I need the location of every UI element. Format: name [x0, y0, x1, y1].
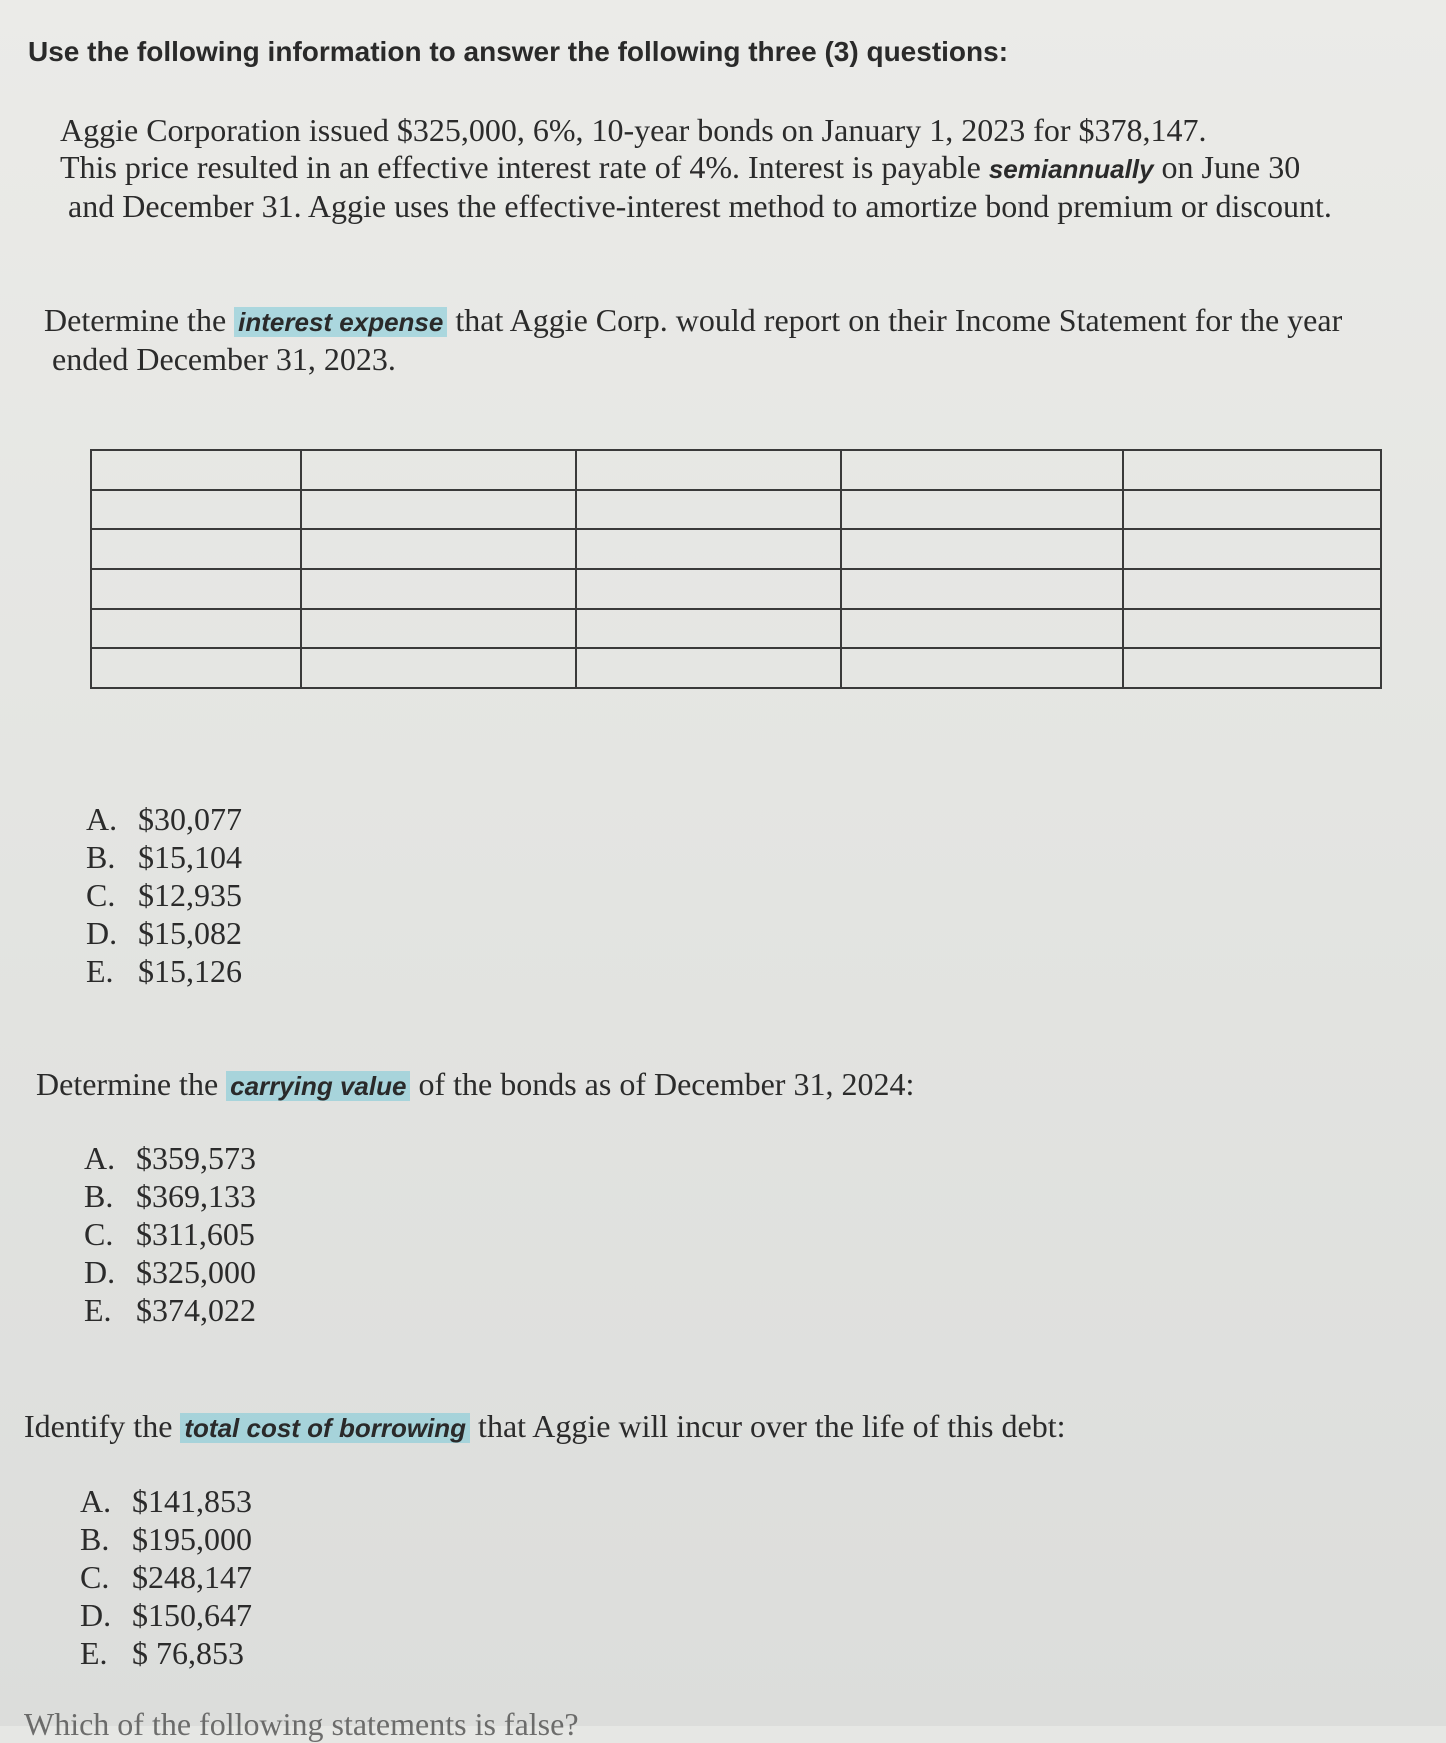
answer-choice[interactable] [86, 800, 242, 838]
table-row [91, 648, 1381, 688]
table-cell [1123, 569, 1381, 609]
choice-value: $359,573 [136, 1140, 256, 1176]
answer-choices-interest-expense [86, 800, 242, 990]
answer-choice[interactable] [84, 1177, 256, 1215]
answer-choice[interactable] [80, 1596, 252, 1634]
choice-letter: A. [84, 1140, 116, 1176]
instructions-heading: Use the following information to answer the following three (3) questions: [28, 36, 1009, 67]
choice-value: $369,133 [136, 1178, 256, 1214]
question-1-end: that Aggie Corp. would report on their Income Statement for the year [447, 302, 1343, 338]
table-cell [1123, 648, 1381, 688]
info-line-2 [60, 149, 1400, 188]
table-row [91, 609, 1381, 649]
info-line-2-start: This price resulted in an effective interest rate of 4%. Interest is payable [60, 149, 989, 185]
choice-value: $30,077 [138, 801, 242, 837]
table-cell [91, 450, 301, 490]
table-cell [301, 490, 576, 530]
interest-expense-highlight: interest expense [234, 307, 447, 337]
answer-choice[interactable] [80, 1558, 252, 1596]
answer-choice[interactable] [84, 1215, 256, 1253]
table-cell [301, 609, 576, 649]
table-cell [91, 569, 301, 609]
choice-letter: B. [80, 1521, 110, 1557]
choice-value: $15,082 [138, 915, 242, 951]
table-cell [841, 450, 1123, 490]
table-row [91, 529, 1381, 569]
choice-letter: C. [84, 1216, 114, 1252]
answer-choice[interactable] [86, 838, 242, 876]
choice-letter: E. [80, 1635, 108, 1671]
carrying-value-highlight: carrying value [226, 1071, 410, 1101]
table-cell [1123, 450, 1381, 490]
next-question-cut-off: Which of the following statements is false? [24, 1706, 579, 1742]
choice-value: $311,605 [136, 1216, 255, 1252]
choice-letter: D. [84, 1254, 116, 1290]
table-cell [576, 529, 841, 569]
table-cell [841, 490, 1123, 530]
choice-value: $15,104 [138, 839, 242, 875]
table-cell [1123, 529, 1381, 569]
answer-choice[interactable] [86, 952, 242, 990]
table-cell [301, 450, 576, 490]
question-2-end: of the bonds as of December 31, 2024: [410, 1066, 915, 1102]
answer-choice[interactable] [80, 1520, 252, 1558]
choice-letter: B. [86, 839, 116, 875]
table-cell [91, 648, 301, 688]
answer-choice[interactable] [80, 1482, 252, 1520]
table-row [91, 569, 1381, 609]
total-cost-highlight: total cost of borrowing [180, 1413, 470, 1443]
choice-value: $15,126 [138, 953, 242, 989]
table-cell [1123, 609, 1381, 649]
answer-choice[interactable] [86, 914, 242, 952]
choice-letter: E. [84, 1292, 112, 1328]
table-cell [841, 648, 1123, 688]
info-line-3: and December 31. Aggie uses the effective-interest method to amortize bond premium or discount. [68, 188, 1332, 224]
choice-value: $195,000 [132, 1521, 252, 1557]
table-cell [841, 569, 1123, 609]
bond-information [60, 112, 1400, 225]
question-2-start: Determine the [36, 1066, 227, 1102]
table-cell [301, 529, 576, 569]
choice-letter: C. [86, 877, 116, 913]
question-3-start: Identify the [24, 1408, 181, 1444]
answer-choices-total-cost [80, 1482, 252, 1672]
choice-value: $141,853 [132, 1483, 252, 1519]
question-3-end: that Aggie will incur over the life of this debt: [470, 1408, 1066, 1444]
choice-letter: B. [84, 1178, 114, 1214]
choice-letter: E. [86, 953, 114, 989]
table-cell [301, 648, 576, 688]
choice-letter: C. [80, 1559, 110, 1595]
answer-choice[interactable] [86, 876, 242, 914]
choice-letter: A. [80, 1483, 112, 1519]
question-1-line-2: ended December 31, 2023. [52, 341, 396, 377]
choice-letter: D. [80, 1597, 112, 1633]
choice-value: $325,000 [136, 1254, 256, 1290]
table-cell [91, 490, 301, 530]
table-cell [301, 569, 576, 609]
info-line-2-end: on June 30 [1153, 149, 1301, 185]
answer-choice[interactable] [80, 1634, 252, 1672]
table-cell [576, 569, 841, 609]
table-cell [576, 490, 841, 530]
choice-value: $374,022 [136, 1292, 256, 1328]
choice-letter: A. [86, 801, 118, 837]
semiannually-emphasis: semiannually [988, 154, 1154, 184]
blank-amortization-table [90, 449, 1382, 689]
table-cell [841, 609, 1123, 649]
table-cell [576, 648, 841, 688]
answer-choice[interactable] [84, 1253, 256, 1291]
question-interest-expense [44, 302, 1342, 378]
choice-value: $ 76,853 [132, 1635, 244, 1671]
choice-value: $248,147 [132, 1559, 252, 1595]
question-total-cost-of-borrowing [24, 1408, 1065, 1447]
table-cell [576, 609, 841, 649]
answer-choices-carrying-value [84, 1139, 256, 1329]
choice-letter: D. [86, 915, 118, 951]
info-line-1: Aggie Corporation issued $325,000, 6%, 10-year bonds on January 1, 2023 for $378,147. [60, 112, 1207, 148]
table-cell [91, 529, 301, 569]
table-cell [576, 450, 841, 490]
table-cell [841, 529, 1123, 569]
choice-value: $12,935 [138, 877, 242, 913]
answer-choice[interactable] [84, 1291, 256, 1329]
question-carrying-value [36, 1066, 914, 1105]
answer-choice[interactable] [84, 1139, 256, 1177]
table-row [91, 490, 1381, 530]
choice-value: $150,647 [132, 1597, 252, 1633]
table-cell [91, 609, 301, 649]
table-cell [1123, 490, 1381, 530]
question-1-start: Determine the [44, 302, 235, 338]
table-row [91, 450, 1381, 490]
